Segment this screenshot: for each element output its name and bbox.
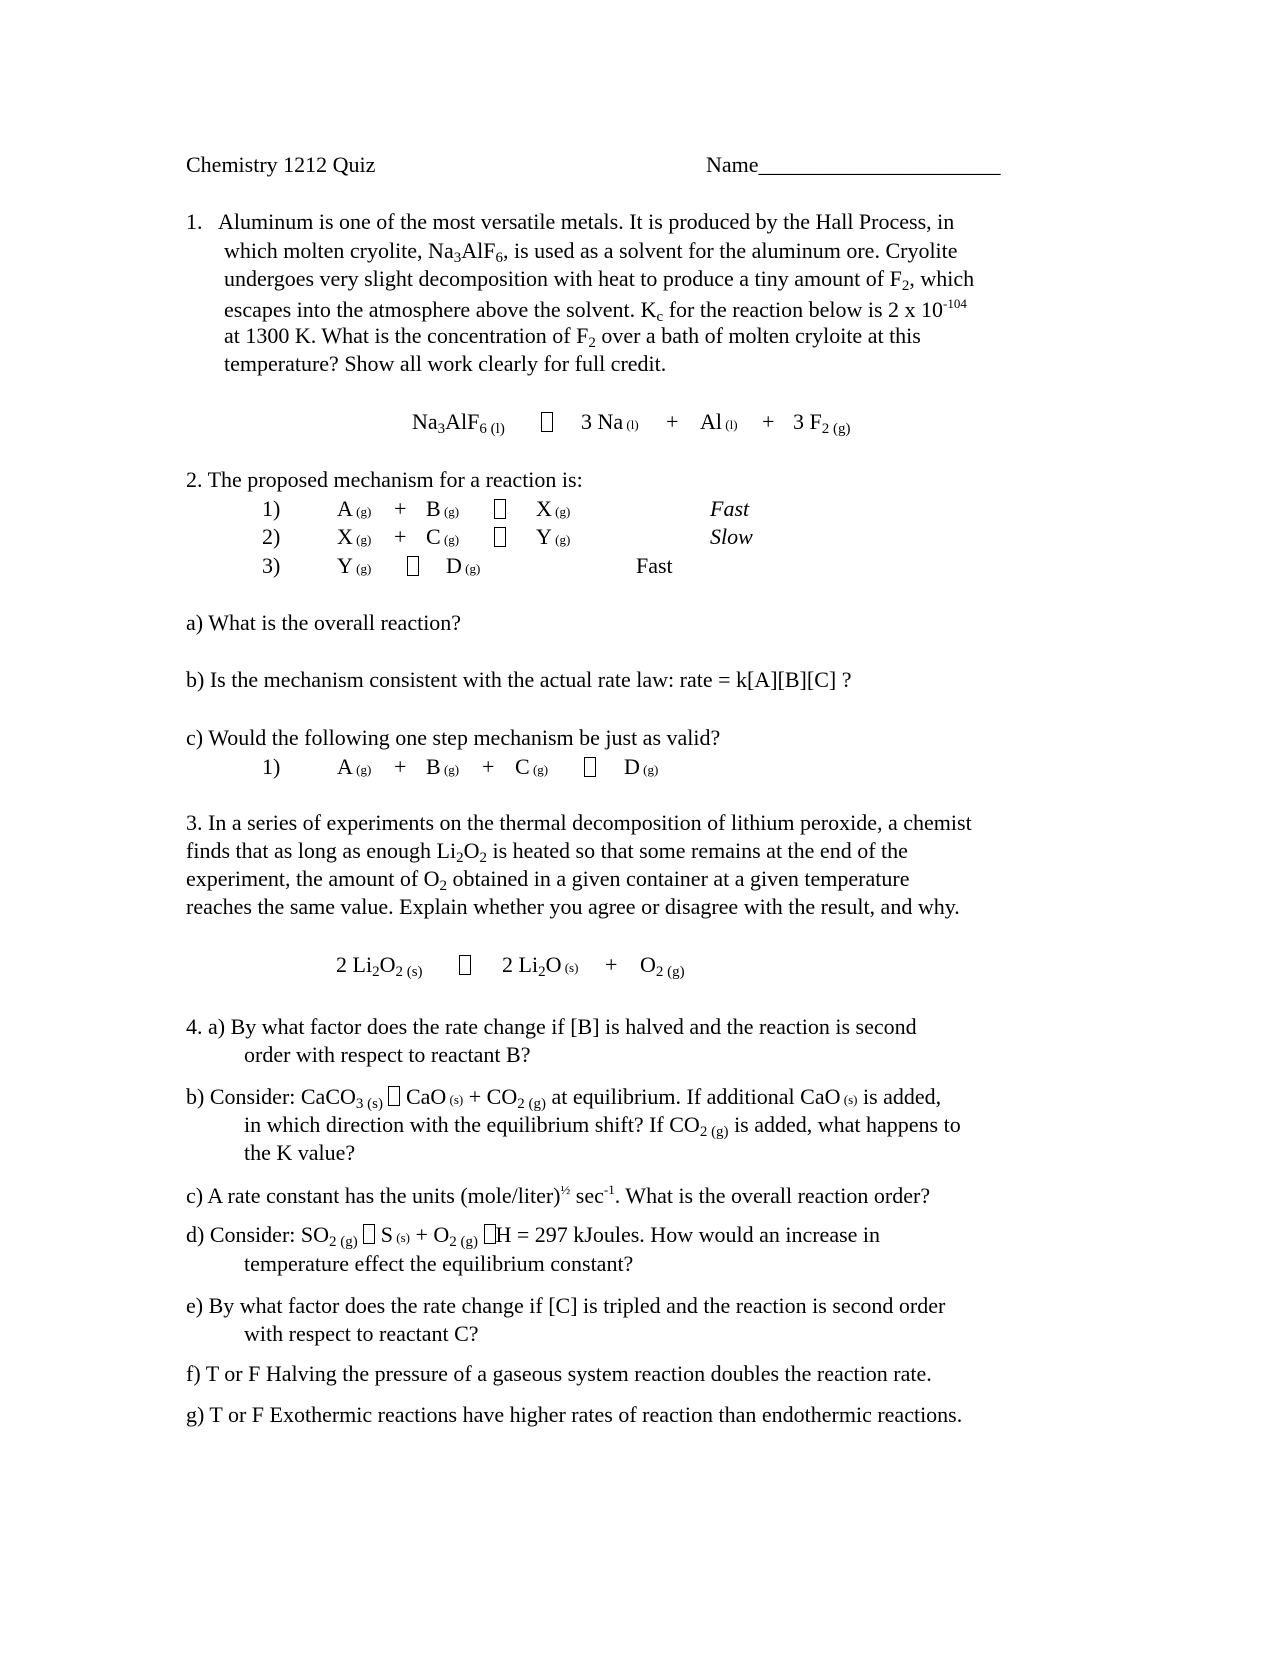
q2-part-c: c) Would the following one step mechanism be just as valid? bbox=[186, 725, 721, 750]
q4-part-b-line-3: the K value? bbox=[244, 1140, 356, 1165]
reaction-arrow-icon bbox=[584, 757, 596, 777]
q1-line-4: escapes into the atmosphere above the solvent. $K_c$ for the reaction below is 2 x $10^{-104}$ bbox=[224, 296, 967, 325]
q1-line-3: undergoes very slight decomposition with heat to produce a tiny amount of $F_2$, which bbox=[224, 266, 975, 294]
q2-title: 2. The proposed mechanism for a reaction is: bbox=[186, 467, 583, 492]
reaction-arrow-icon bbox=[459, 955, 471, 975]
name-line: Name______________________ bbox=[706, 152, 1001, 177]
quiz-page: Chemistry 1212 Quiz Name______________________ 1. Aluminum is one of the most versatile metals. It is produced by the Hall Process, in which molten cryolite, $Na_3AlF_6$, is used as a solvent for the aluminum ore. Cryolite undergoes very slight decomposition with heat to produce a tiny amount of $F_2$, which escapes into the atmosphere above the solvent. $K_c$ for the reaction below is 2 x $10^{-104}$ at 1300 K. What is the concentration of $F_2$ over a bath of molten cryloite at this temperature? Show all work clearly for full credit. $Na_3AlF_{6 (l)}$ 3 Na (l) + Al (l) + 3 $F_{2 (g)}$ 2. The proposed mechanism for a reaction is: 1) A (g) + B (g) X (g) Fast 2) X (g) + C (g) Y (g) Slow 3) Y (g) D (g) Fast a) What is the overall reaction? b) Is the mechanism consistent with the actual rate law: rate = k[A][B][C] ? c) Would the following one step mechanism be just as valid? 1) A (g) + B (g) + C (g) D (g) 3. In a series of experiments on the thermal decomposition of lithium peroxide, a chemist finds that as long as enough $Li_2O_2$ is heated so that some remains at the end of the experiment, the amount of $O_2$ obtained in a given container at a given temperature reaches the same value. Explain whether you agree or disagree with the result, and why. 2 $Li_2O_{2 (s)}$ 2 $Li_2O$ (s) + $O_{2 (g)}$ 4. a) By what factor does the rate change if [B] is halved and the reaction is second order with respect to reactant B? b) Consider: CaCO$_{3 (s)}$ CaO $(s) + CO_{2 (g)}$ at equilibrium. If additional CaO (s) is added, in which direction with the equilibrium shift? If $CO_{2 (g)}$ is added, what happens to the K value? c) A rate constant has the units (mole/liter)$^{\frac{1}{2}}$ $\sec^{-1}$. What is the overall reaction order? d) Consider: $SO_{2 (g)}$ S $(s) + O_{2 (g)}$ H = 297 kJoules. How would an increase in temperature effect the equilibrium constant? e) By what factor does the rate change if [C] is tripled and the reaction is second order with respect to reactant C? f) T or F Halving the pressure of a gaseous system reaction doubles the reaction rate. g) T or F Exothermic reactions have higher rates of reaction than endothermic reactions. bbox=[186, 152, 1001, 1427]
q1-number: 1. bbox=[186, 209, 203, 234]
q4-part-b-line-1: b) Consider: CaCO$_{3 (s)}$ CaO $(s) + CO_{2 (g)}$ at equilibrium. If additional CaO (s) is added, bbox=[186, 1084, 942, 1112]
reaction-arrow-icon bbox=[363, 1224, 375, 1244]
q4-part-c: c) A rate constant has the units (mole/liter)$^{\frac{1}{2}}$ $\sec^{-1}$. What is the overall reaction order? bbox=[186, 1182, 931, 1208]
q4-part-d-line-1: d) Consider: $SO_{2 (g)}$ S $(s) + O_{2 (g)}$ H = 297 kJoules. How would an increase in bbox=[186, 1222, 881, 1250]
q4-part-e-line-2: with respect to reactant C? bbox=[244, 1321, 479, 1346]
q1-line-2: which molten cryolite, $Na_3AlF_6$, is used as a solvent for the aluminum ore. Cryolite bbox=[224, 238, 958, 266]
q3-line-3: experiment, the amount of $O_2$ obtained in a given container at a given temperature bbox=[186, 866, 910, 894]
q3-line-4: reaches the same value. Explain whether you agree or disagree with the result, and why. bbox=[186, 894, 960, 919]
q1-line-5: at 1300 K. What is the concentration of $F_2$ over a bath of molten cryloite at this bbox=[224, 323, 921, 351]
delta-symbol-icon bbox=[484, 1224, 496, 1244]
reaction-arrow-icon bbox=[388, 1086, 400, 1106]
q4-part-b-line-2: in which direction with the equilibrium shift? If $CO_{2 (g)}$ is added, what happens to bbox=[244, 1112, 961, 1140]
q3-line-1: 3. In a series of experiments on the thermal decomposition of lithium peroxide, a chemist bbox=[186, 810, 972, 835]
q4-part-a-line-1: 4. a) By what factor does the rate change if [B] is halved and the reaction is second bbox=[186, 1014, 917, 1039]
q4-part-d-line-2: temperature effect the equilibrium constant? bbox=[244, 1251, 634, 1276]
q4-part-f: f) T or F Halving the pressure of a gaseous system reaction doubles the reaction rate. bbox=[186, 1361, 932, 1386]
q2-part-b: b) Is the mechanism consistent with the actual rate law: rate = k[A][B][C] ? bbox=[186, 667, 852, 692]
q1-line-1: Aluminum is one of the most versatile metals. It is produced by the Hall Process, in bbox=[218, 209, 955, 234]
reaction-arrow-icon bbox=[494, 499, 506, 519]
q4-part-e-line-1: e) By what factor does the rate change if [C] is tripled and the reaction is second order bbox=[186, 1293, 946, 1318]
q2-part-a: a) What is the overall reaction? bbox=[186, 610, 462, 635]
q3-line-2: finds that as long as enough $Li_2O_2$ is heated so that some remains at the end of the bbox=[186, 838, 908, 866]
q4-part-g: g) T or F Exothermic reactions have higher rates of reaction than endothermic reactions. bbox=[186, 1402, 963, 1427]
quiz-title: Chemistry 1212 Quiz bbox=[186, 152, 376, 177]
reaction-arrow-icon bbox=[407, 556, 419, 576]
q1-line-6: temperature? Show all work clearly for full credit. bbox=[224, 351, 667, 376]
q4-part-a-line-2: order with respect to reactant B? bbox=[244, 1042, 531, 1067]
reaction-arrow-icon bbox=[494, 527, 506, 547]
reaction-arrow-icon bbox=[541, 412, 553, 432]
